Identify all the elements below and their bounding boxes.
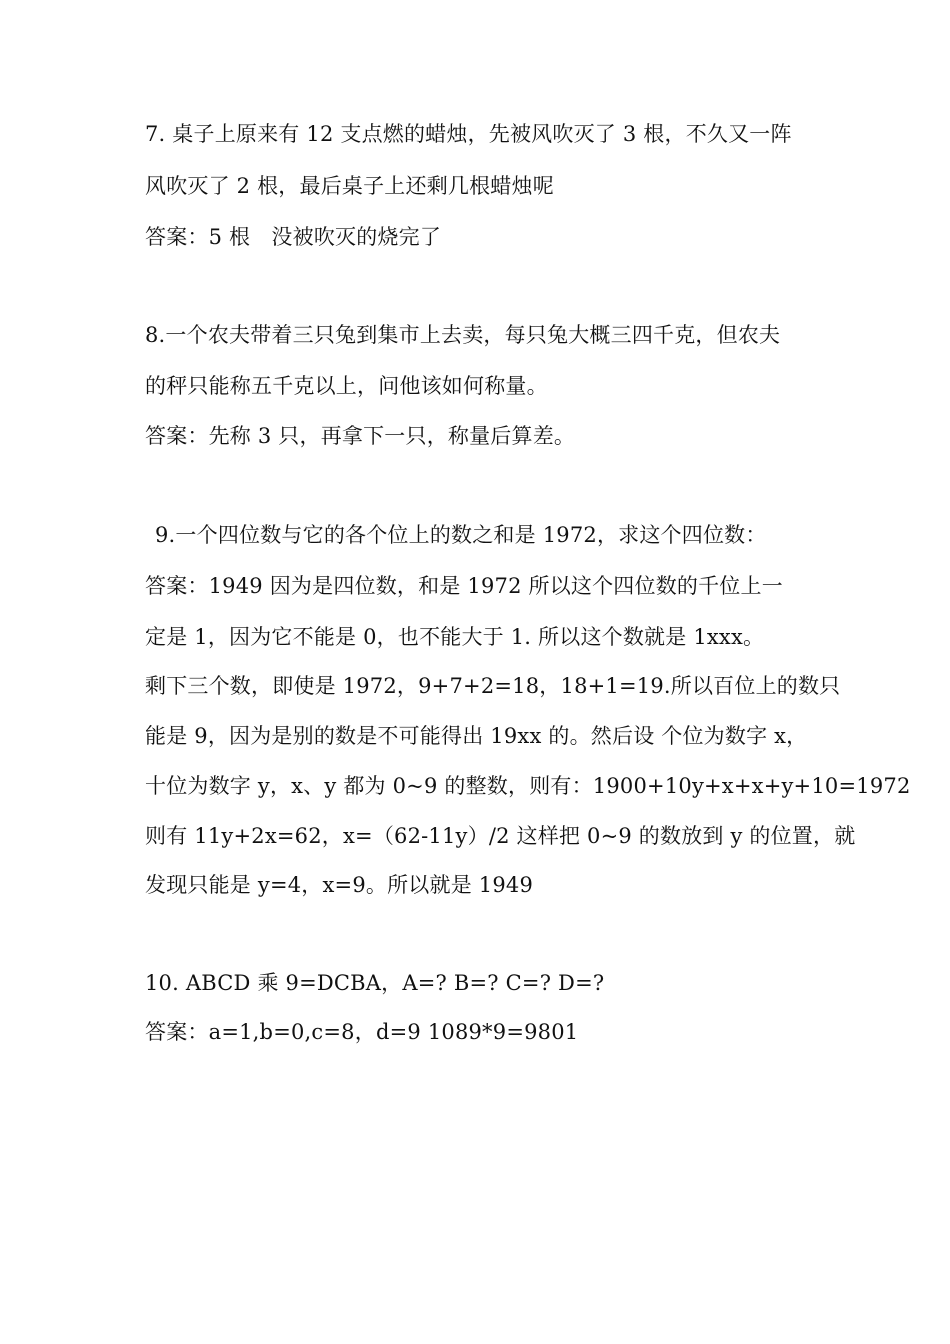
question-7-line-2: 风吹灭了 2 根，最后桌子上还剩几根蜡烛呢 [145, 174, 554, 198]
answer-9-line-1: 答案：1949 因为是四位数，和是 1972 所以这个四位数的千位上一 [145, 574, 783, 598]
answer-7-line-1: 答案：5 根 没被吹灭的烧完了 [145, 225, 442, 249]
question-8-line-1: 8.一个农夫带着三只兔到集市上去卖，每只兔大概三四千克，但农夫 [145, 323, 781, 347]
answer-9-line-7: 发现只能是 y=4，x=9。所以就是 1949 [145, 873, 534, 897]
answer-10-line-1: 答案：a=1,b=0,c=8，d=9 1089*9=9801 [145, 1020, 579, 1044]
question-8-line-2: 的秤只能称五千克以上，问他该如何称量。 [145, 374, 548, 398]
answer-9-line-4: 能是 9，因为是别的数是不可能得出 19xx 的。然后设 个位为数字 x， [145, 724, 808, 748]
question-9-line-1: 9.一个四位数与它的各个位上的数之和是 1972，求这个四位数： [155, 523, 767, 547]
answer-9-line-2: 定是 1，因为它不能是 0，也不能大于 1. 所以这个数就是 1xxx。 [145, 625, 765, 649]
answer-9-line-3: 剩下三个数，即使是 1972，9+7+2=18，18+1=19.所以百位上的数只 [145, 674, 841, 698]
question-10-line-1: 10. ABCD 乘 9=DCBA，A=? B=? C=? D=? [145, 971, 605, 995]
question-7-line-1: 7. 桌子上原来有 12 支点燃的蜡烛，先被风吹灭了 3 根，不久又一阵 [145, 122, 792, 146]
answer-9-line-5: 十位为数字 y，x、y 都为 0~9 的整数，则有：1900+10y+x+x+y+10=1972 [145, 774, 911, 798]
answer-9-line-6: 则有 11y+2x=62，x=（62-11y）/2 这样把 0~9 的数放到 y 的位置，就 [145, 824, 856, 848]
answer-8-line-1: 答案：先称 3 只，再拿下一只，称量后算差。 [145, 424, 576, 448]
